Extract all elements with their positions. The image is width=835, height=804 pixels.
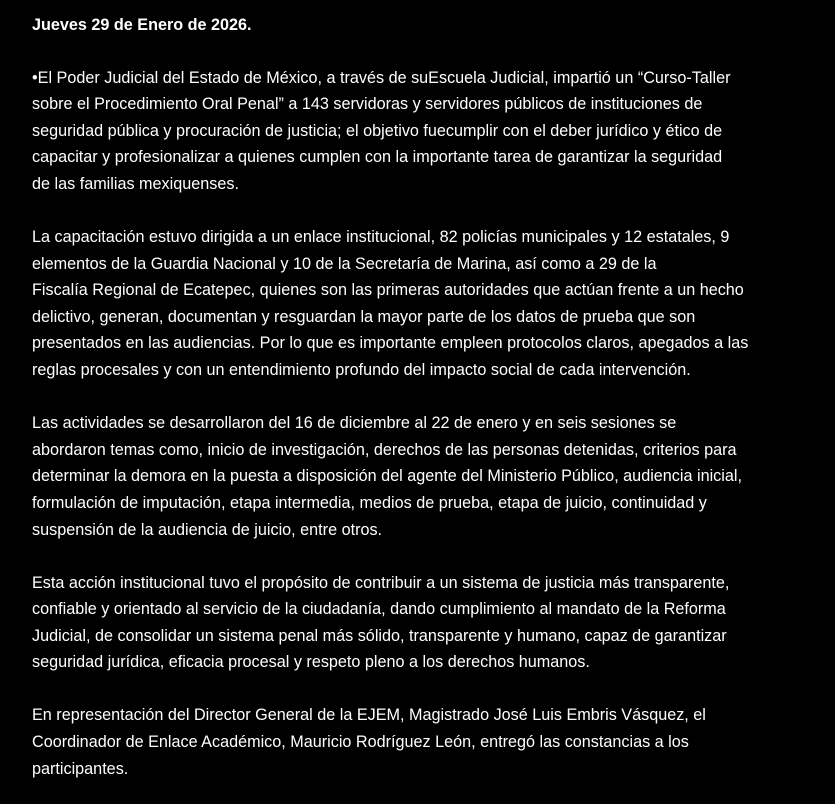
paragraph-line: Las actividades se desarrollaron del 16 de diciembre al 22 de enero y en seis sesiones se	[32, 414, 677, 433]
paragraph-line: Coordinador de Enlace Académico, Mauricio Rodríguez León, entregó las constancias a los	[32, 733, 689, 752]
paragraph-representacion	[32, 702, 812, 782]
paragraph-line: seguridad pública y procuración de justicia; el objetivo fuecumplir con el deber jurídico y ético de	[32, 121, 723, 140]
news-article	[32, 12, 812, 782]
article-date: Jueves 29 de Enero de 2026.	[32, 16, 252, 34]
paragraph-intro	[32, 65, 812, 198]
paragraph-line: presentados en las audiencias. Por lo que es importante empleen protocolos claros, apegados a las	[32, 334, 749, 353]
paragraph-line: elementos de la Guardia Nacional y 10 de la Secretaría de Marina, así como a 29 de la	[32, 254, 657, 273]
paragraph-line: reglas procesales y con un entendimiento profundo del impacto social de cada intervención.	[32, 361, 691, 380]
paragraph-line: sobre el Procedimiento Oral Penal” a 143 servidoras y servidores públicos de instituciones de	[32, 95, 703, 114]
paragraph-line: formulación de imputación, etapa intermedia, medios de prueba, etapa de juicio, continuidad y	[32, 493, 707, 512]
paragraph-line: suspensión de la audiencia de juicio, entre otros.	[32, 520, 383, 539]
paragraph-line: •El Poder Judicial del Estado de México, a través de suEscuela Judicial, impartió un “Curso-Taller	[32, 68, 731, 87]
paragraph-line: Esta acción institucional tuvo el propósito de contribuir a un sistema de justicia más transparente,	[32, 573, 730, 592]
paragraph-line: abordaron temas como, inicio de investigación, derechos de las personas detenidas, criterios para	[32, 440, 737, 459]
paragraph-line: capacitar y profesionalizar a quienes cumplen con la importante tarea de garantizar la seguridad	[32, 148, 723, 167]
paragraph-line: Judicial, de consolidar un sistema penal más sólido, transparente y humano, capaz de garantizar	[32, 626, 727, 645]
paragraph-line: determinar la demora en la puesta a disposición del agente del Ministerio Público, audiencia inicial,	[32, 467, 742, 486]
paragraph-line: de las familias mexiquenses.	[32, 174, 239, 193]
paragraph-actividades	[32, 410, 812, 543]
paragraph-line: La capacitación estuvo dirigida a un enlace institucional, 82 policías municipales y 12 estatales, 9	[32, 228, 730, 247]
paragraph-capacitacion	[32, 224, 812, 384]
paragraph-line: participantes.	[32, 759, 129, 778]
paragraph-line: delictivo, generan, documentan y resguardan la mayor parte de los datos de prueba que son	[32, 307, 696, 326]
paragraph-line: Fiscalía Regional de Ecatepec, quienes son las primeras autoridades que actúan frente a un hecho	[32, 281, 744, 300]
paragraph-proposito	[32, 570, 812, 676]
paragraph-line: confiable y orientado al servicio de la ciudadanía, dando cumplimiento al mandato de la Reforma	[32, 600, 726, 619]
paragraph-line: En representación del Director General de la EJEM, Magistrado José Luis Embris Vásquez, el	[32, 706, 706, 725]
paragraph-line: seguridad jurídica, eficacia procesal y respeto pleno a los derechos humanos.	[32, 653, 590, 672]
